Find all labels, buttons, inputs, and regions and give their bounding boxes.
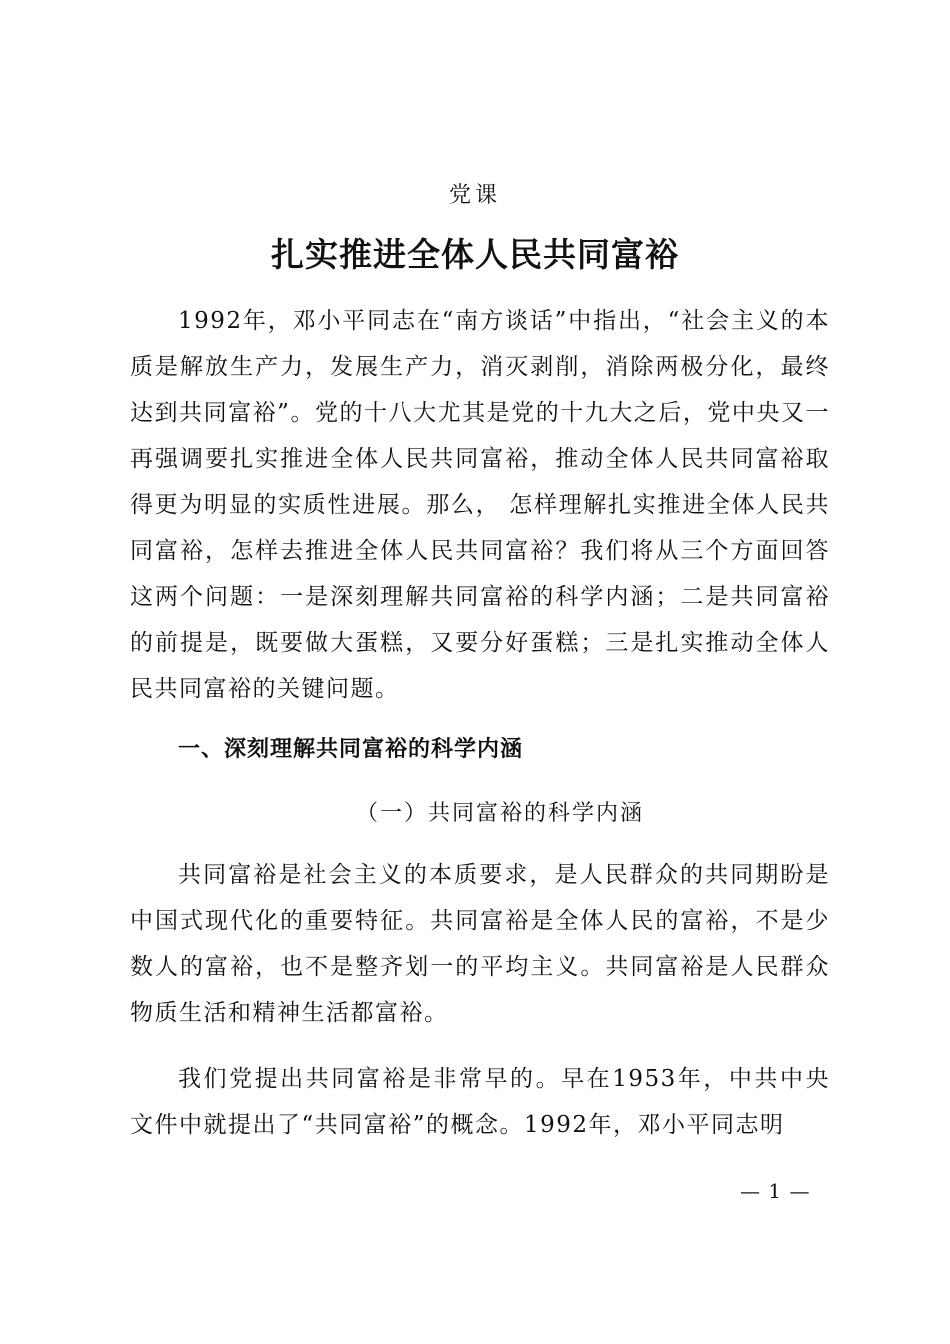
body-paragraph: 我们党提出共同富裕是非常早的。早在1953年，中共中央文件中就提出了“共同富裕”的概念。1992年，邓小平同志明 [130,1066,830,1138]
section1-paragraph-block-1 [130,852,830,1036]
intro-paragraph-block [130,298,830,712]
section1-paragraph-block-2 [130,1056,830,1148]
document-title: 扎实推进全体人民共同富裕 [271,235,679,274]
subsection-heading: （一）共同富裕的科学内涵 [355,801,644,826]
page-number: — 1 — [740,1179,811,1203]
document-category: 党课 [448,183,501,208]
intro-paragraph: 1992年，邓小平同志在“南方谈话”中指出，“社会主义的本质是解放生产力，发展生产力，消灭剥削，消除两极分化，最终达到共同富裕”。党的十八大尤其是党的十九大之后，党中央又一再强调要扎实推进全体人民共同富裕，推动全体人民共同富裕取得更为明显的实质性进展。那么， 怎样理解扎实推进全体人民共同富裕，怎样去推进全体人民共同富裕？我们将从三个方面回答这两个问题：一是深刻理解共同富裕的科学内涵；二是共同富裕的前提是，既要做大蛋糕，又要分好蛋糕；三是扎实推动全体人民共同富裕的关键问题。 [130,308,830,702]
section-heading: 一、深刻理解共同富裕的科学内涵 [178,737,524,762]
body-paragraph: 共同富裕是社会主义的本质要求，是人民群众的共同期盼是中国式现代化的重要特征。共同富裕是全体人民的富裕，不是少数人的富裕，也不是整齐划一的平均主义。共同富裕是人民群众物质生活和精神生活都富裕。 [130,862,830,1026]
